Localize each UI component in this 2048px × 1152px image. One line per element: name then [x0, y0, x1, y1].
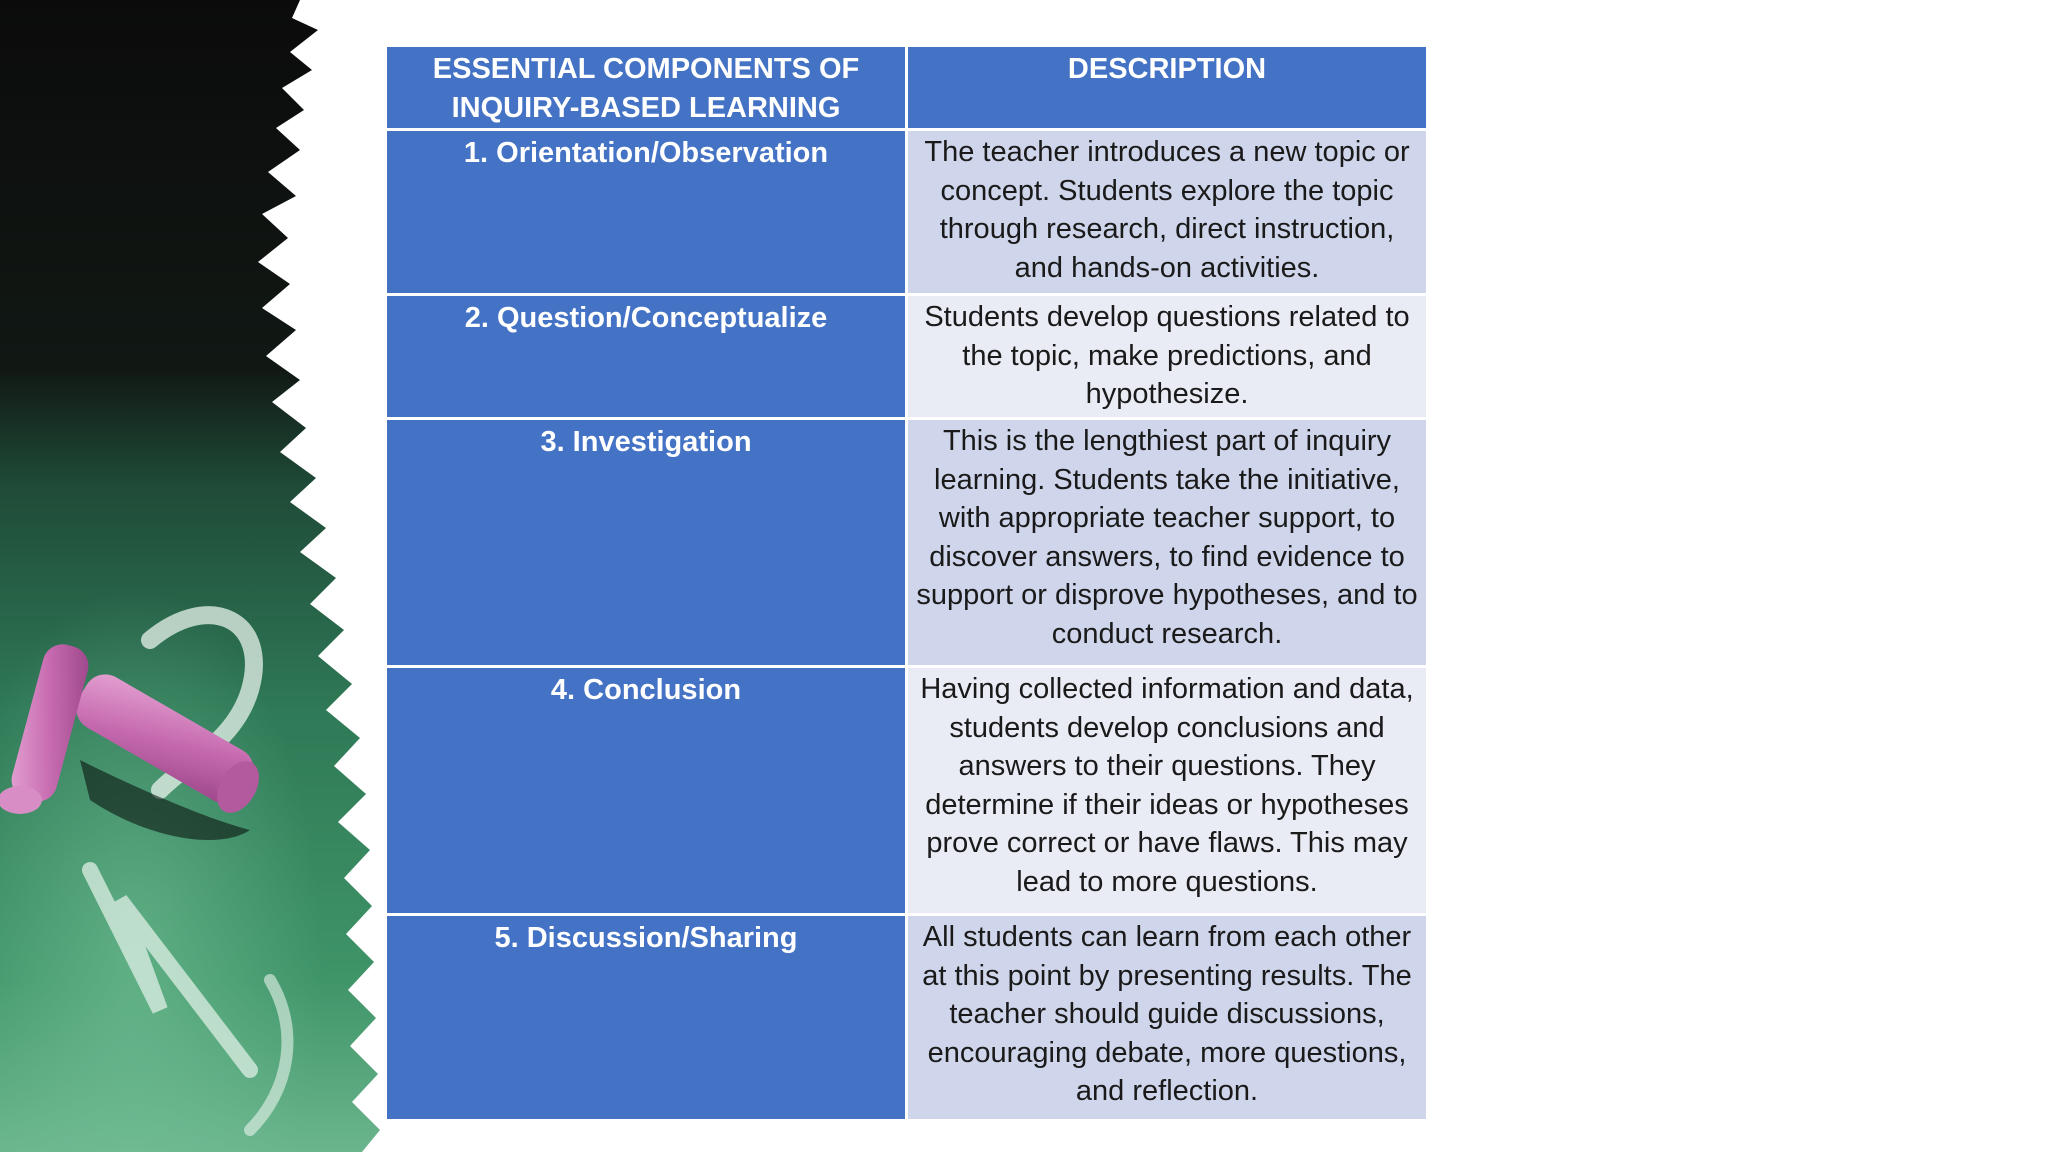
table-row: [386, 915, 1428, 1121]
inquiry-components-table: [384, 44, 1429, 1122]
header-components: ESSENTIAL COMPONENTS OF INQUIRY-BASED LEARNING: [386, 46, 907, 130]
inquiry-components-table-wrapper: [384, 44, 1426, 1122]
description-cell: Having collected information and data, students develop conclusions and answers to their questions. They determine if their ideas or hypotheses prove correct or have flaws. This may lead to more questions.: [907, 667, 1428, 915]
description-cell: The teacher introduces a new topic or concept. Students explore the topic through research, direct instruction, and hands-on activities.: [907, 130, 1428, 295]
table-row: [386, 419, 1428, 667]
table-row: [386, 667, 1428, 915]
table-row: [386, 295, 1428, 419]
description-cell: This is the lengthiest part of inquiry learning. Students take the initiative, with appropriate teacher support, to discover answers, to find evidence to support or disprove hypotheses, and to conduct research.: [907, 419, 1428, 667]
component-cell: 2. Question/Conceptualize: [386, 295, 907, 419]
component-cell: 1. Orientation/Observation: [386, 130, 907, 295]
description-cell: Students develop questions related to the topic, make predictions, and hypothesize.: [907, 295, 1428, 419]
table-row: [386, 130, 1428, 295]
component-cell: 4. Conclusion: [386, 667, 907, 915]
header-description: DESCRIPTION: [907, 46, 1428, 130]
chalkboard-with-chalk-image: [0, 0, 400, 1152]
table-header-row: [386, 46, 1428, 130]
description-cell: All students can learn from each other at this point by presenting results. The teacher should guide discussions, encouraging debate, more questions, and reflection.: [907, 915, 1428, 1121]
component-cell: 3. Investigation: [386, 419, 907, 667]
component-cell: 5. Discussion/Sharing: [386, 915, 907, 1121]
